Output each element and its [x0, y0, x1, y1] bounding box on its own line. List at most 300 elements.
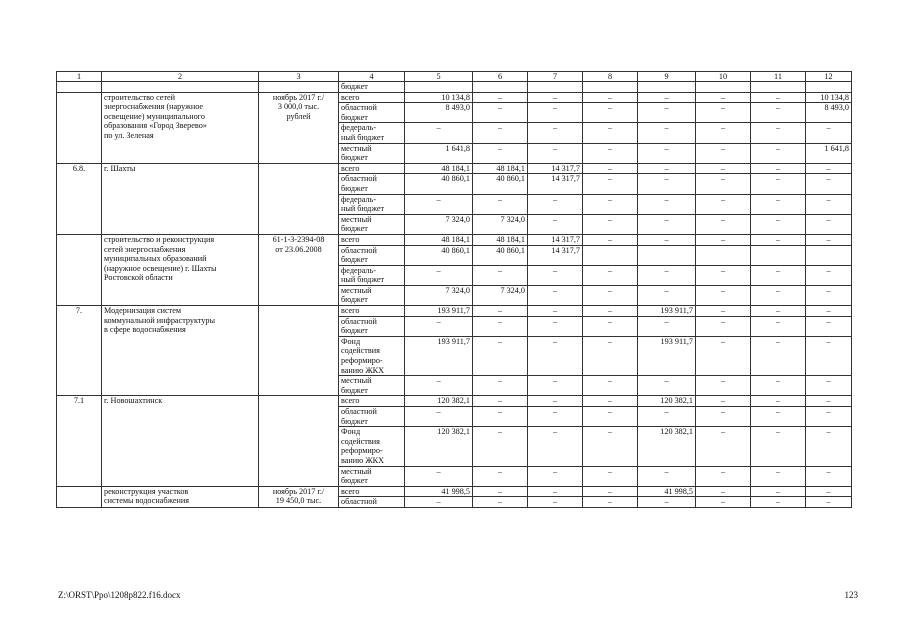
value-cell: – — [806, 407, 852, 427]
value-cell: – — [528, 92, 583, 103]
value-cell: – — [473, 316, 528, 336]
item-details-cell — [259, 82, 339, 93]
value-cell: – — [751, 194, 806, 214]
value-cell: – — [696, 407, 751, 427]
value-cell: – — [751, 427, 806, 466]
value-cell: – — [528, 285, 583, 305]
value-cell: – — [751, 234, 806, 245]
cell-line: местный — [341, 466, 372, 476]
value-cell: – — [583, 376, 638, 396]
table-row — [57, 396, 852, 407]
value-cell: – — [696, 396, 751, 407]
item-number-cell — [57, 486, 102, 507]
cell-line: бюджет — [341, 476, 368, 486]
value-cell: 7 324,0 — [473, 214, 528, 234]
funding-source-cell — [339, 92, 405, 103]
value-cell: – — [751, 143, 806, 163]
value-cell: – — [583, 486, 638, 497]
item-description-cell — [102, 234, 259, 305]
item-details-cell — [259, 163, 339, 234]
value-cell: – — [751, 497, 806, 508]
value-cell: 7 324,0 — [473, 285, 528, 305]
value-cell: – — [528, 427, 583, 466]
value-cell: – — [583, 497, 638, 508]
cell-line: (наружное освещение) г. Шахты — [104, 263, 217, 273]
cell-line: 19 450,0 тыс. — [275, 496, 322, 506]
value-cell: – — [751, 407, 806, 427]
value-cell: – — [583, 234, 638, 245]
value-cell: 193 911,7 — [405, 336, 473, 375]
column-number-cell: 4 — [339, 72, 405, 82]
value-cell: – — [405, 497, 473, 508]
cell-line: местный — [341, 214, 372, 224]
cell-line: бюджет — [341, 153, 368, 163]
value-cell: – — [751, 306, 806, 317]
value-cell: – — [696, 376, 751, 396]
value-cell — [405, 82, 473, 93]
item-details-cell — [259, 486, 339, 507]
value-cell: 48 184,1 — [473, 234, 528, 245]
column-number-cell: 8 — [583, 72, 638, 82]
funding-source-cell — [339, 163, 405, 174]
item-description-cell — [102, 163, 259, 234]
value-cell: – — [528, 265, 583, 285]
value-cell: – — [583, 194, 638, 214]
value-cell: – — [696, 427, 751, 466]
cell-line: ванию ЖКХ — [341, 365, 385, 375]
value-cell — [806, 82, 852, 93]
value-cell: – — [806, 163, 852, 174]
value-cell: – — [696, 336, 751, 375]
cell-line: сетей энергоснабжения — [104, 244, 186, 254]
value-cell: – — [583, 336, 638, 375]
cell-line: в сфере водоснабжения — [104, 325, 186, 335]
value-cell: – — [751, 92, 806, 103]
value-cell: – — [528, 214, 583, 234]
funding-source-cell — [339, 466, 405, 486]
value-cell: – — [473, 265, 528, 285]
cell-line: местный — [341, 285, 372, 295]
value-cell: 14 317,7 — [528, 163, 583, 174]
item-details-cell — [259, 396, 339, 486]
value-cell: – — [806, 336, 852, 375]
cell-line: Модернизация систем — [104, 306, 182, 316]
value-cell: 40 860,1 — [473, 245, 528, 265]
value-cell: 40 860,1 — [405, 174, 473, 194]
footer-file-path: Z:\ORST\Ppo\1208p822.f16.docx — [58, 590, 181, 600]
value-cell: – — [696, 92, 751, 103]
item-number-cell: 7. — [57, 306, 102, 396]
value-cell: – — [638, 234, 696, 245]
value-cell: 10 134,8 — [806, 92, 852, 103]
value-cell: – — [806, 396, 852, 407]
value-cell: 41 998,5 — [638, 486, 696, 497]
value-cell: – — [696, 214, 751, 234]
cell-line: бюджет — [341, 255, 368, 265]
value-cell: – — [806, 123, 852, 143]
cell-line: областной — [341, 174, 377, 184]
value-cell: – — [528, 497, 583, 508]
cell-line: реформиро- — [341, 356, 383, 366]
column-number-cell: 9 — [638, 72, 696, 82]
value-cell: – — [751, 265, 806, 285]
cell-line: рублей — [286, 111, 311, 121]
value-cell: 120 382,1 — [638, 396, 696, 407]
value-cell: – — [638, 214, 696, 234]
cell-line: областной — [341, 245, 377, 255]
value-cell: – — [638, 174, 696, 194]
value-cell: – — [751, 376, 806, 396]
value-cell: – — [473, 143, 528, 163]
cell-line: строительство и реконструкция — [104, 234, 215, 244]
value-cell: 40 860,1 — [473, 174, 528, 194]
funding-source-cell — [339, 376, 405, 396]
cell-line: всего — [341, 486, 360, 496]
value-cell — [528, 82, 583, 93]
value-cell: – — [638, 123, 696, 143]
value-cell: – — [583, 466, 638, 486]
cell-line: бюджет — [341, 326, 368, 336]
value-cell: – — [696, 306, 751, 317]
value-cell: – — [583, 123, 638, 143]
cell-line: всего — [341, 306, 360, 316]
value-cell: – — [473, 103, 528, 123]
value-cell: – — [806, 497, 852, 508]
value-cell: – — [405, 407, 473, 427]
funding-source-cell — [339, 194, 405, 214]
value-cell: – — [638, 194, 696, 214]
cell-line: освещение) муниципального — [104, 111, 205, 121]
value-cell: – — [696, 234, 751, 245]
cell-line: содействия — [341, 436, 380, 446]
value-cell: – — [583, 103, 638, 123]
value-cell: – — [751, 285, 806, 305]
value-cell: 7 324,0 — [405, 285, 473, 305]
value-cell: – — [696, 194, 751, 214]
value-cell: – — [806, 316, 852, 336]
value-cell: – — [806, 427, 852, 466]
cell-line: содействия — [341, 346, 380, 356]
value-cell: – — [528, 123, 583, 143]
value-cell: – — [806, 306, 852, 317]
budget-table — [56, 71, 852, 508]
table-row — [57, 306, 852, 317]
column-number-cell: 12 — [806, 72, 852, 82]
cell-line: местный — [341, 143, 372, 153]
funding-source-cell — [339, 174, 405, 194]
funding-source-cell — [339, 265, 405, 285]
value-cell: – — [638, 265, 696, 285]
cell-line: областной — [341, 497, 377, 507]
item-details-cell — [259, 306, 339, 396]
value-cell: – — [583, 407, 638, 427]
value-cell: – — [638, 466, 696, 486]
cell-line: федераль- — [341, 123, 376, 133]
cell-line: г. Новошахтинск — [104, 396, 163, 406]
value-cell: – — [405, 194, 473, 214]
value-cell: – — [751, 174, 806, 194]
cell-line: всего — [341, 92, 360, 102]
value-cell: – — [405, 265, 473, 285]
value-cell: 10 134,8 — [405, 92, 473, 103]
value-cell: 8 493,0 — [405, 103, 473, 123]
value-cell: 7 324,0 — [405, 214, 473, 234]
funding-source-cell — [339, 497, 405, 508]
value-cell: – — [638, 407, 696, 427]
funding-source-cell — [339, 285, 405, 305]
funding-source-cell — [339, 316, 405, 336]
value-cell: – — [473, 466, 528, 486]
value-cell: – — [473, 396, 528, 407]
value-cell: – — [583, 214, 638, 234]
value-cell: – — [751, 466, 806, 486]
column-number-cell: 7 — [528, 72, 583, 82]
cell-line: федераль- — [341, 265, 376, 275]
item-number-cell: 6.8. — [57, 163, 102, 234]
value-cell: – — [583, 143, 638, 163]
value-cell: – — [806, 174, 852, 194]
cell-line: бюджет — [341, 183, 368, 193]
value-cell: – — [751, 486, 806, 497]
cell-line: ноябрь 2017 г./ — [272, 486, 325, 496]
item-description-cell — [102, 396, 259, 486]
value-cell: – — [473, 407, 528, 427]
page-number: 123 — [844, 590, 858, 600]
value-cell: – — [528, 316, 583, 336]
value-cell: – — [751, 336, 806, 375]
value-cell: – — [473, 92, 528, 103]
value-cell: 1 641,8 — [806, 143, 852, 163]
value-cell: – — [583, 92, 638, 103]
value-cell: – — [696, 316, 751, 336]
value-cell — [806, 245, 852, 265]
value-cell: – — [806, 376, 852, 396]
item-details-cell — [259, 234, 339, 305]
value-cell: – — [528, 306, 583, 317]
value-cell: – — [528, 407, 583, 427]
cell-line: реконструкция участков — [104, 486, 189, 496]
column-number-cell: 6 — [473, 72, 528, 82]
value-cell: 48 184,1 — [473, 163, 528, 174]
value-cell: – — [696, 265, 751, 285]
value-cell: – — [638, 103, 696, 123]
item-details-cell — [259, 92, 339, 163]
value-cell: – — [473, 194, 528, 214]
value-cell: – — [528, 143, 583, 163]
value-cell: – — [751, 316, 806, 336]
value-cell: – — [806, 285, 852, 305]
funding-source-cell — [339, 427, 405, 466]
cell-line: от 23.06.2008 — [275, 244, 322, 254]
value-cell: – — [638, 163, 696, 174]
value-cell: – — [638, 285, 696, 305]
value-cell: 193 911,7 — [405, 306, 473, 317]
column-number-cell: 10 — [696, 72, 751, 82]
cell-line: бюджет — [341, 295, 368, 305]
value-cell: – — [528, 103, 583, 123]
cell-line: ноябрь 2017 г./ — [272, 92, 325, 102]
cell-line: по ул. Зеленая — [104, 130, 154, 140]
column-number-cell: 5 — [405, 72, 473, 82]
value-cell: – — [473, 427, 528, 466]
value-cell: – — [528, 336, 583, 375]
value-cell: 193 911,7 — [638, 306, 696, 317]
funding-source-cell — [339, 396, 405, 407]
value-cell: – — [583, 396, 638, 407]
value-cell: – — [583, 306, 638, 317]
cell-line: строительство сетей — [104, 92, 176, 102]
table-row — [57, 234, 852, 245]
value-cell: 14 317,7 — [528, 234, 583, 245]
cell-line: ный бюджет — [341, 204, 385, 214]
value-cell: – — [696, 497, 751, 508]
funding-source-cell — [339, 245, 405, 265]
value-cell — [751, 245, 806, 265]
cell-line: областной — [341, 407, 377, 416]
value-cell: – — [751, 103, 806, 123]
cell-line: образования «Город Зверево» — [104, 121, 207, 131]
cell-line: реформиро- — [341, 446, 383, 456]
funding-source-cell — [339, 214, 405, 234]
item-number-cell: 7.1 — [57, 396, 102, 486]
cell-line: областной — [341, 103, 377, 113]
value-cell: – — [806, 466, 852, 486]
value-cell: – — [473, 306, 528, 317]
value-cell: – — [473, 336, 528, 375]
value-cell: – — [583, 163, 638, 174]
value-cell: – — [751, 214, 806, 234]
item-number-cell — [57, 82, 102, 93]
cell-line: энергоснабжения (наружное — [104, 102, 204, 112]
value-cell — [751, 82, 806, 93]
value-cell: 120 382,1 — [638, 427, 696, 466]
value-cell: – — [528, 396, 583, 407]
value-cell: – — [583, 265, 638, 285]
value-cell: 193 911,7 — [638, 336, 696, 375]
item-number-cell — [57, 92, 102, 163]
cell-line: муниципальных образований — [104, 254, 207, 264]
table-row — [57, 92, 852, 103]
value-cell — [696, 82, 751, 93]
value-cell: – — [751, 396, 806, 407]
header-row — [57, 72, 852, 82]
funding-source-cell — [339, 82, 405, 93]
cell-line: 3 000,0 тыс. — [277, 102, 320, 112]
value-cell: – — [528, 376, 583, 396]
value-cell: – — [696, 163, 751, 174]
funding-source-cell — [339, 103, 405, 123]
value-cell: – — [638, 92, 696, 103]
cell-line: федераль- — [341, 194, 376, 204]
value-cell: – — [751, 123, 806, 143]
value-cell: – — [638, 316, 696, 336]
value-cell: – — [583, 427, 638, 466]
value-cell: – — [638, 497, 696, 508]
funding-source-cell — [339, 234, 405, 245]
item-description-cell — [102, 92, 259, 163]
cell-line: коммунальной инфраструктуры — [104, 315, 215, 325]
value-cell: – — [405, 376, 473, 396]
cell-line: системы водоснабжения — [104, 496, 190, 506]
value-cell: 40 860,1 — [405, 245, 473, 265]
column-number-cell: 1 — [57, 72, 102, 82]
value-cell: – — [806, 486, 852, 497]
cell-line: бюджет — [341, 112, 368, 122]
value-cell: – — [696, 285, 751, 305]
value-cell: – — [473, 376, 528, 396]
cell-line: ный бюджет — [341, 275, 385, 285]
value-cell: – — [405, 123, 473, 143]
value-cell — [638, 82, 696, 93]
funding-source-cell — [339, 123, 405, 143]
value-cell: – — [473, 123, 528, 143]
value-cell: – — [696, 103, 751, 123]
cell-line: г. Шахты — [104, 163, 136, 173]
cell-line: бюджет — [341, 385, 368, 395]
cell-line: ванию ЖКХ — [341, 455, 385, 465]
value-cell: – — [806, 265, 852, 285]
table-row — [57, 486, 852, 497]
value-cell: – — [583, 285, 638, 305]
value-cell — [583, 82, 638, 93]
value-cell: 14 317,7 — [528, 174, 583, 194]
value-cell: – — [751, 163, 806, 174]
value-cell: – — [638, 143, 696, 163]
value-cell: – — [528, 466, 583, 486]
value-cell: – — [638, 376, 696, 396]
value-cell: 48 184,1 — [405, 234, 473, 245]
value-cell: – — [583, 174, 638, 194]
value-cell: – — [473, 497, 528, 508]
funding-source-cell — [339, 306, 405, 317]
cell-line: всего — [341, 234, 360, 244]
cell-line: 61-1-3-2394-08 — [272, 234, 325, 244]
cell-line: Фонд — [341, 336, 361, 346]
column-number-cell: 2 — [102, 72, 259, 82]
cell-line: бюджет — [341, 416, 368, 426]
value-cell: – — [696, 174, 751, 194]
item-description-cell — [102, 486, 259, 507]
cell-line: местный — [341, 376, 372, 386]
funding-source-cell — [339, 486, 405, 497]
value-cell — [696, 245, 751, 265]
table-row — [57, 82, 852, 93]
item-number-cell — [57, 234, 102, 305]
cell-line: Ростовской области — [104, 273, 173, 283]
value-cell: 14 317,7 — [528, 245, 583, 265]
value-cell: – — [696, 143, 751, 163]
value-cell: 48 184,1 — [405, 163, 473, 174]
value-cell: – — [696, 123, 751, 143]
column-number-cell: 3 — [259, 72, 339, 82]
cell-line: ный бюджет — [341, 132, 385, 142]
value-cell: – — [806, 214, 852, 234]
value-cell: 120 382,1 — [405, 396, 473, 407]
value-cell: – — [473, 486, 528, 497]
cell-line: областной — [341, 316, 377, 326]
value-cell: 1 641,8 — [405, 143, 473, 163]
value-cell: – — [405, 316, 473, 336]
cell-line: бюджет — [341, 82, 368, 91]
cell-line: всего — [341, 396, 360, 406]
value-cell: 8 493,0 — [806, 103, 852, 123]
value-cell: – — [528, 194, 583, 214]
table-row — [57, 163, 852, 174]
funding-source-cell — [339, 407, 405, 427]
value-cell — [638, 245, 696, 265]
funding-source-cell — [339, 336, 405, 375]
value-cell: 120 382,1 — [405, 427, 473, 466]
